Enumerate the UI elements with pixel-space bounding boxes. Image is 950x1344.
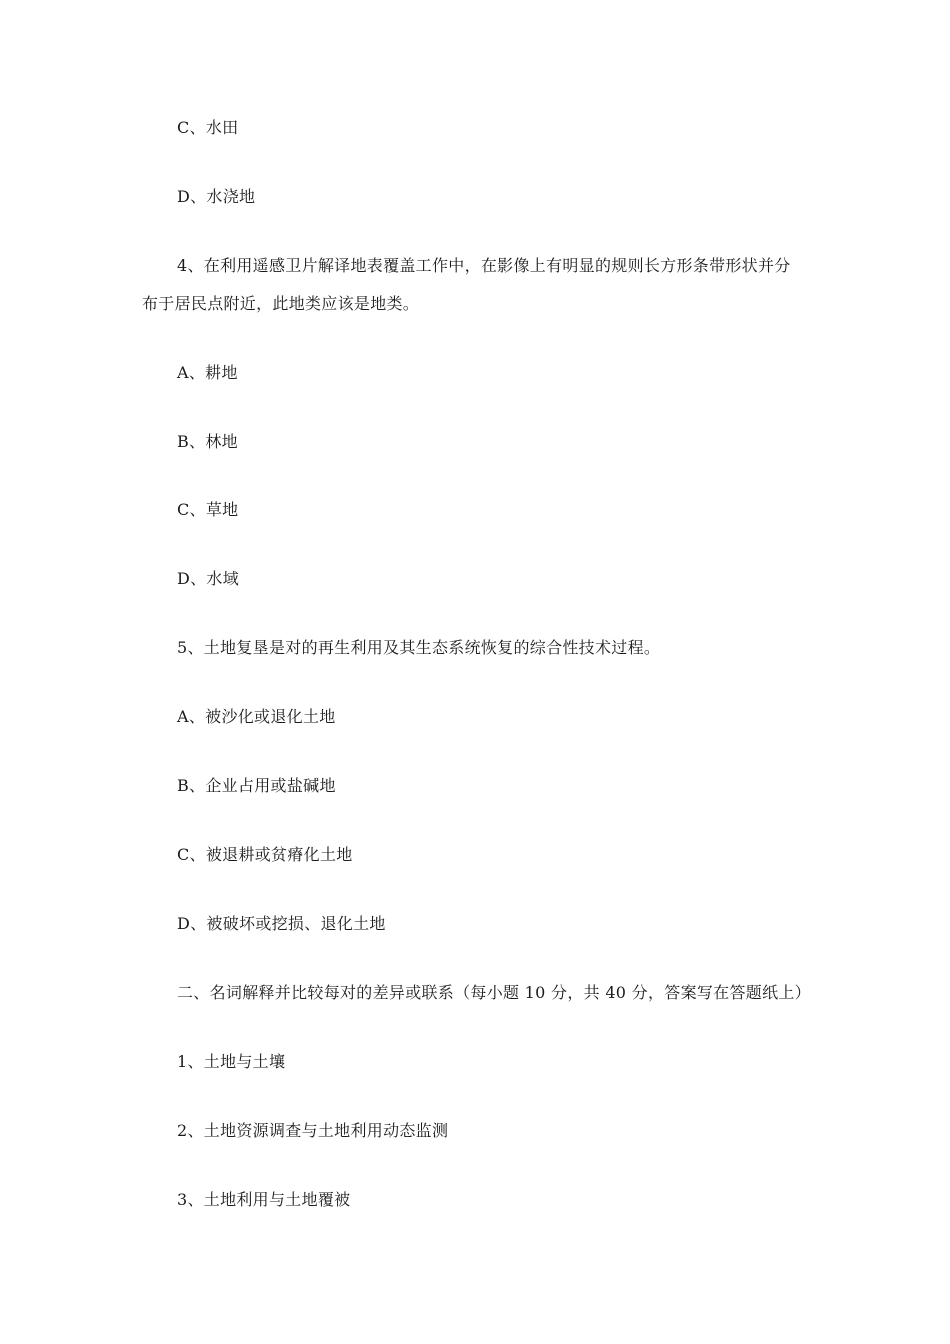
- q5-option-b: B、企业占用或盐碱地: [177, 776, 336, 795]
- q3-option-d: D、水浇地: [177, 187, 256, 206]
- q4-stem-line1: 4、在利用遥感卫片解译地表覆盖工作中，在影像上有明显的规则长方形条带形状并分: [177, 256, 791, 275]
- section2-heading: 二、名词解释并比较每对的差异或联系（每小题 10 分，共 40 分，答案写在答题纸上）: [177, 983, 811, 1002]
- q4-stem-line2: 布于居民点附近，此地类应该是地类。: [142, 294, 420, 313]
- q4-option-c: C、草地: [177, 500, 239, 519]
- q5-option-d: D、被破坏或挖损、退化土地: [177, 914, 386, 933]
- q4-option-b: B、林地: [177, 432, 238, 451]
- section2-item-2: 2、土地资源调查与土地利用动态监测: [177, 1121, 449, 1140]
- section2-item-3: 3、土地利用与土地覆被: [177, 1190, 351, 1209]
- q3-option-c: C、水田: [177, 118, 239, 137]
- q4-option-d: D、水域: [177, 569, 240, 588]
- q5-option-c: C、被退耕或贫瘠化土地: [177, 845, 353, 864]
- q5-stem: 5、土地复垦是对的再生利用及其生态系统恢复的综合性技术过程。: [177, 638, 661, 657]
- q5-option-a: A、被沙化或退化土地: [177, 707, 336, 726]
- section2-item-1: 1、土地与土壤: [177, 1052, 286, 1071]
- q4-option-a: A、耕地: [177, 363, 238, 382]
